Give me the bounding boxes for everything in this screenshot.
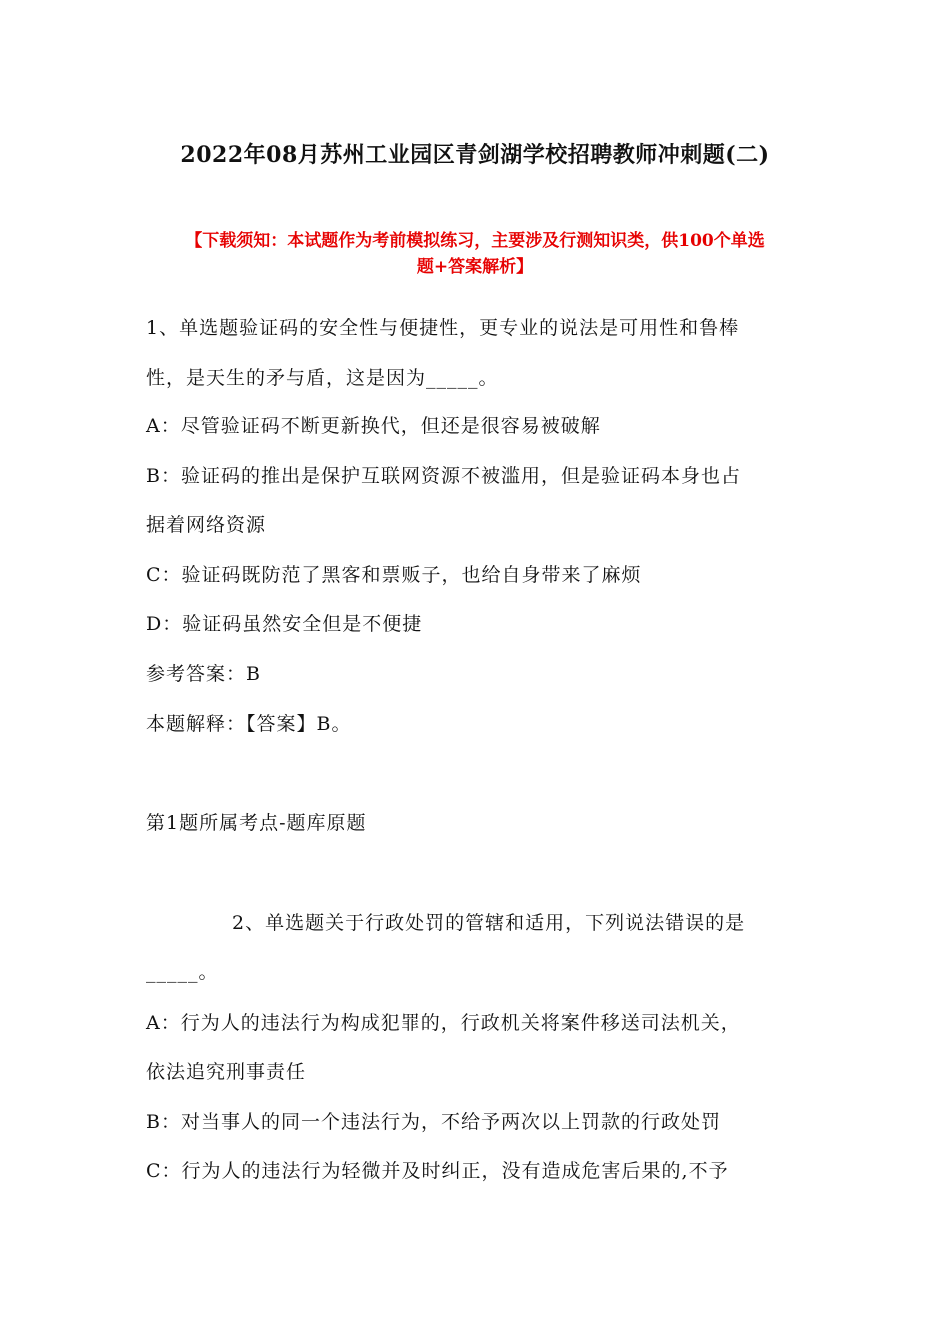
q1-option-d: D：验证码虽然安全但是不便捷 [146, 613, 423, 635]
q2-option-c-line-1: C：行为人的违法行为轻微并及时纠正，没有造成危害后果的,不予 [146, 1160, 729, 1182]
q1-option-b-line-2: 据着网络资源 [146, 514, 267, 536]
q1-explanation: 本题解释：【答案】B。 [146, 713, 352, 735]
q1-option-c: C：验证码既防范了黑客和票贩子，也给自身带来了麻烦 [146, 564, 642, 586]
q2-stem-line-2: _____。 [146, 961, 219, 983]
q1-option-b-line-1: B：验证码的推出是保护互联网资源不被滥用，但是验证码本身也占 [146, 465, 741, 487]
q2-stem-line-1: 2、单选题关于行政处罚的管辖和适用，下列说法错误的是 [232, 912, 746, 934]
q1-stem-line-1: 1、单选题验证码的安全性与便捷性，更专业的说法是可用性和鲁棒 [146, 317, 740, 339]
q1-knowledge-point: 第1题所属考点-题库原题 [146, 812, 367, 834]
page-title: 2022年08月苏州工业园区青剑湖学校招聘教师冲刺题(二) [180, 142, 770, 168]
notice-line-1: 【下载须知：本试题作为考前模拟练习，主要涉及行测知识类，供100个单选 [185, 231, 765, 251]
q1-answer: 参考答案：B [146, 663, 261, 685]
q1-option-a: A：尽管验证码不断更新换代，但还是很容易被破解 [146, 415, 601, 437]
download-notice [140, 228, 810, 280]
notice-line-2: 题+答案解析】 [416, 257, 534, 277]
q2-option-a-line-2: 依法追究刑事责任 [146, 1061, 307, 1083]
q1-stem-line-2: 性，是天生的矛与盾，这是因为_____。 [146, 367, 499, 389]
q2-option-a-line-1: A：行为人的违法行为构成犯罪的，行政机关将案件移送司法机关， [146, 1012, 741, 1034]
q2-option-b: B：对当事人的同一个违法行为，不给予两次以上罚款的行政处罚 [146, 1111, 721, 1133]
